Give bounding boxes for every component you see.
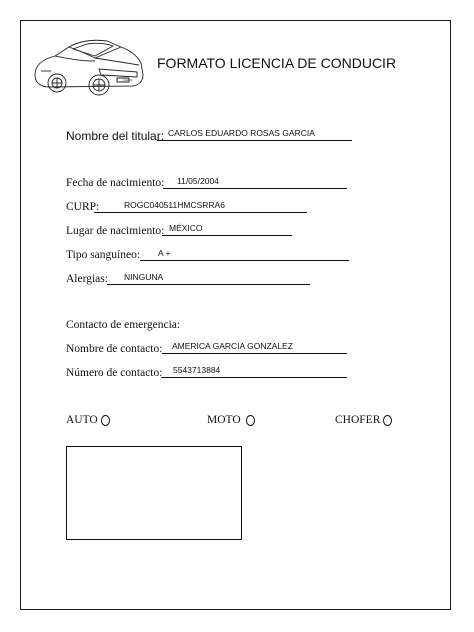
curp-label: CURP: <box>66 201 100 213</box>
option-auto-radio[interactable] <box>101 415 110 426</box>
titular-value: CARLOS EDUARDO ROSAS GARCIA <box>168 128 315 138</box>
titular-label: Nombre del titular: <box>66 129 165 143</box>
nombre-contacto-label: Nombre de contacto: <box>66 343 163 355</box>
numero-contacto-field[interactable] <box>161 364 347 378</box>
tipo-sanguineo-value: A + <box>158 248 171 258</box>
tipo-sanguineo-label: Tipo sanguíneo: <box>66 249 141 261</box>
lugar-nacimiento-field[interactable] <box>162 222 292 236</box>
option-moto-radio[interactable] <box>246 415 255 426</box>
alergias-field[interactable] <box>107 271 310 285</box>
nombre-contacto-field[interactable] <box>162 340 347 354</box>
option-chofer-label: CHOFER <box>335 414 381 426</box>
tipo-sanguineo-field[interactable] <box>140 247 349 261</box>
photo-box[interactable] <box>66 446 242 540</box>
lugar-nacimiento-label: Lugar de nacimiento: <box>66 225 165 237</box>
option-chofer-radio[interactable] <box>383 415 392 426</box>
emergency-heading: Contacto de emergencia: <box>66 319 181 331</box>
nombre-contacto-value: AMERICA GARCIA GONZALEZ <box>172 341 293 351</box>
numero-contacto-value: 5543713884 <box>173 365 221 375</box>
fecha-nacimiento-value: 11/05/2004 <box>177 176 219 186</box>
curp-value: ROGC040511HMCSRRA6 <box>124 200 225 210</box>
car-icon <box>29 25 149 105</box>
car-plate: CAR·01 <box>123 79 133 83</box>
fecha-nacimiento-field[interactable] <box>163 175 347 189</box>
lugar-nacimiento-value: MÉXICO <box>169 223 203 233</box>
option-moto-label: MOTO <box>207 414 241 426</box>
license-form-page <box>20 20 451 610</box>
numero-contacto-label: Número de contacto: <box>66 367 163 379</box>
alergias-value: NINGUNA <box>124 272 164 282</box>
option-auto-label: AUTO <box>66 414 98 426</box>
form-title: FORMATO LICENCIA DE CONDUCIR <box>157 55 397 71</box>
curp-field[interactable] <box>94 199 307 213</box>
alergias-label: Alergias: <box>66 273 108 285</box>
titular-field[interactable] <box>157 127 352 141</box>
fecha-nacimiento-label: Fecha de nacimiento: <box>66 177 165 189</box>
